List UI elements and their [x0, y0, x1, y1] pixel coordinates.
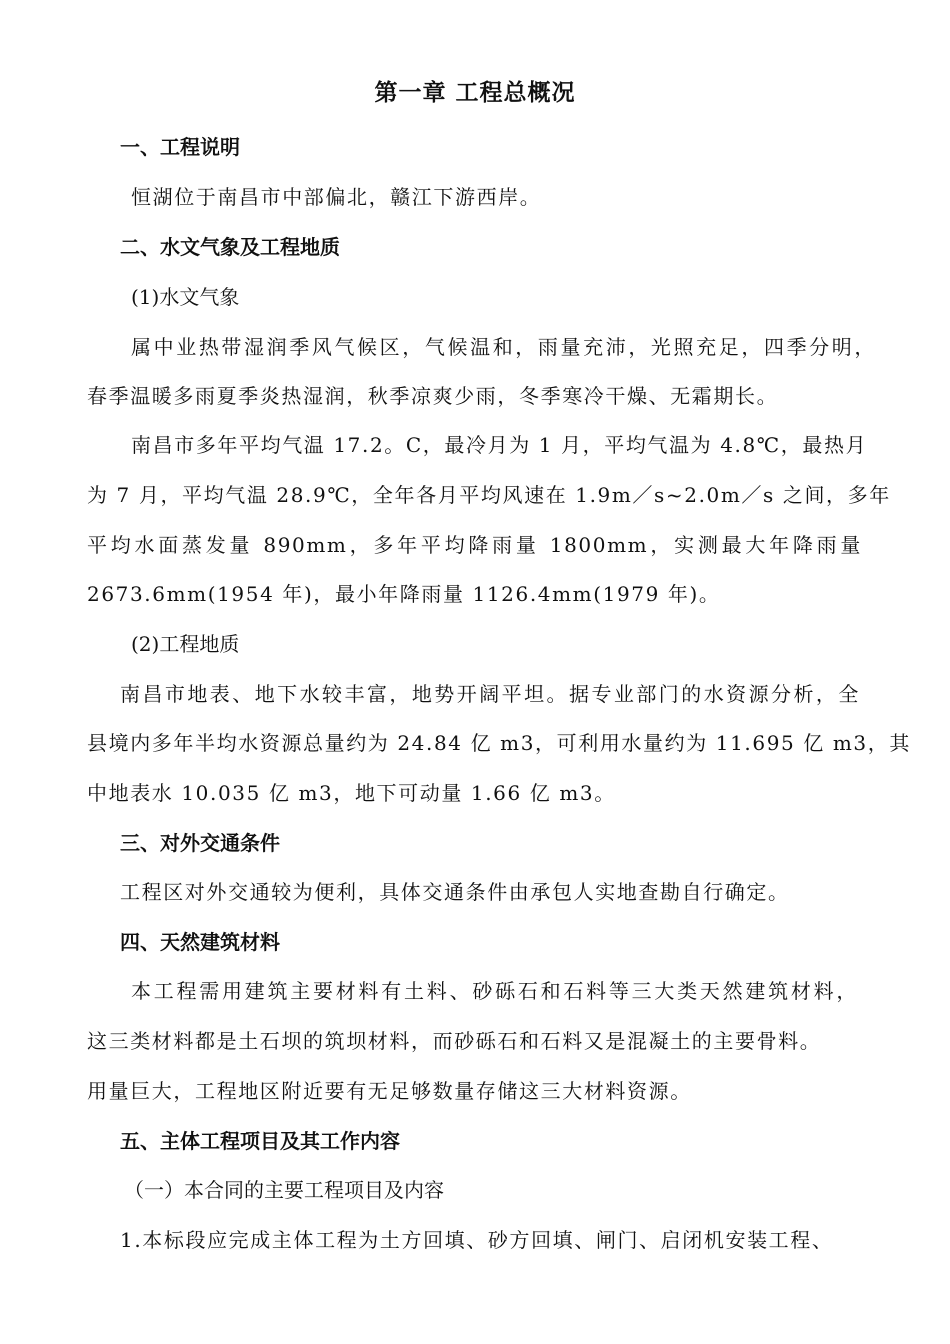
paragraph-scope-line-1: 1.本标段应完成主体工程为土方回填、砂方回填、闸门、启闭机安装工程、: [120, 1228, 834, 1252]
subheading-geology: (2)工程地质: [131, 632, 240, 656]
section-heading-4: 四、天然建筑材料: [120, 930, 280, 954]
section-heading-1: 一、工程说明: [120, 135, 240, 159]
chapter-title: 第一章 工程总概况: [374, 80, 576, 106]
subheading-hydrology: (1)水文气象: [131, 285, 240, 309]
paragraph-temperature-line-3: 平均水面蒸发量 890mm，多年平均降雨量 1800mm，实测最大年降雨量: [87, 533, 862, 557]
subheading-contract-items: （一）本合同的主要工程项目及内容: [124, 1178, 444, 1202]
paragraph-geology-line-1: 南昌市地表、地下水较丰富，地势开阔平坦。据专业部门的水资源分析，全: [120, 682, 860, 706]
paragraph-materials-line-2: 这三类材料都是土石坝的筑坝材料，而砂砾石和石料又是混凝土的主要骨料。: [87, 1029, 822, 1053]
section-heading-2: 二、水文气象及工程地质: [120, 235, 340, 259]
section-heading-3: 三、对外交通条件: [120, 831, 280, 855]
paragraph-temperature-line-4: 2673.6mm(1954 年)，最小年降雨量 1126.4mm(1979 年)。: [87, 582, 721, 606]
paragraph-temperature-line-2: 为 7 月，平均气温 28.9℃，全年各月平均风速在 1.9m／s~2.0m／s 之间，多年: [87, 483, 891, 507]
paragraph-temperature-line-1: 南昌市多年平均气温 17.2。C，最冷月为 1 月，平均气温为 4.8℃，最热月: [131, 433, 868, 457]
paragraph-transport: 工程区对外交通较为便利，具体交通条件由承包人实地查勘自行确定。: [120, 880, 790, 904]
paragraph-materials-line-1: 本工程需用建筑主要材料有土料、砂砾石和石料等三大类天然建筑材料，: [131, 979, 858, 1003]
paragraph-geology-line-2: 县境内多年半均水资源总量约为 24.84 亿 m3，可利用水量约为 11.695 亿 m3，其: [87, 731, 911, 755]
section-heading-5: 五、主体工程项目及其工作内容: [120, 1129, 400, 1153]
paragraph-materials-line-3: 用量巨大，工程地区附近要有无足够数量存储这三大材料资源。: [87, 1079, 692, 1103]
paragraph-geology-line-3: 中地表水 10.035 亿 m3，地下可动量 1.66 亿 m3。: [87, 781, 616, 805]
paragraph-project-description: 恒湖位于南昌市中部偏北，赣江下游西岸。: [131, 185, 542, 209]
paragraph-climate-line-1: 属中业热带湿润季风气候区，气候温和，雨量充沛，光照充足，四季分明，: [131, 335, 876, 359]
paragraph-climate-line-2: 春季温暖多雨夏季炎热湿润，秋季凉爽少雨，冬季寒冷干燥、无霜期长。: [87, 384, 779, 408]
